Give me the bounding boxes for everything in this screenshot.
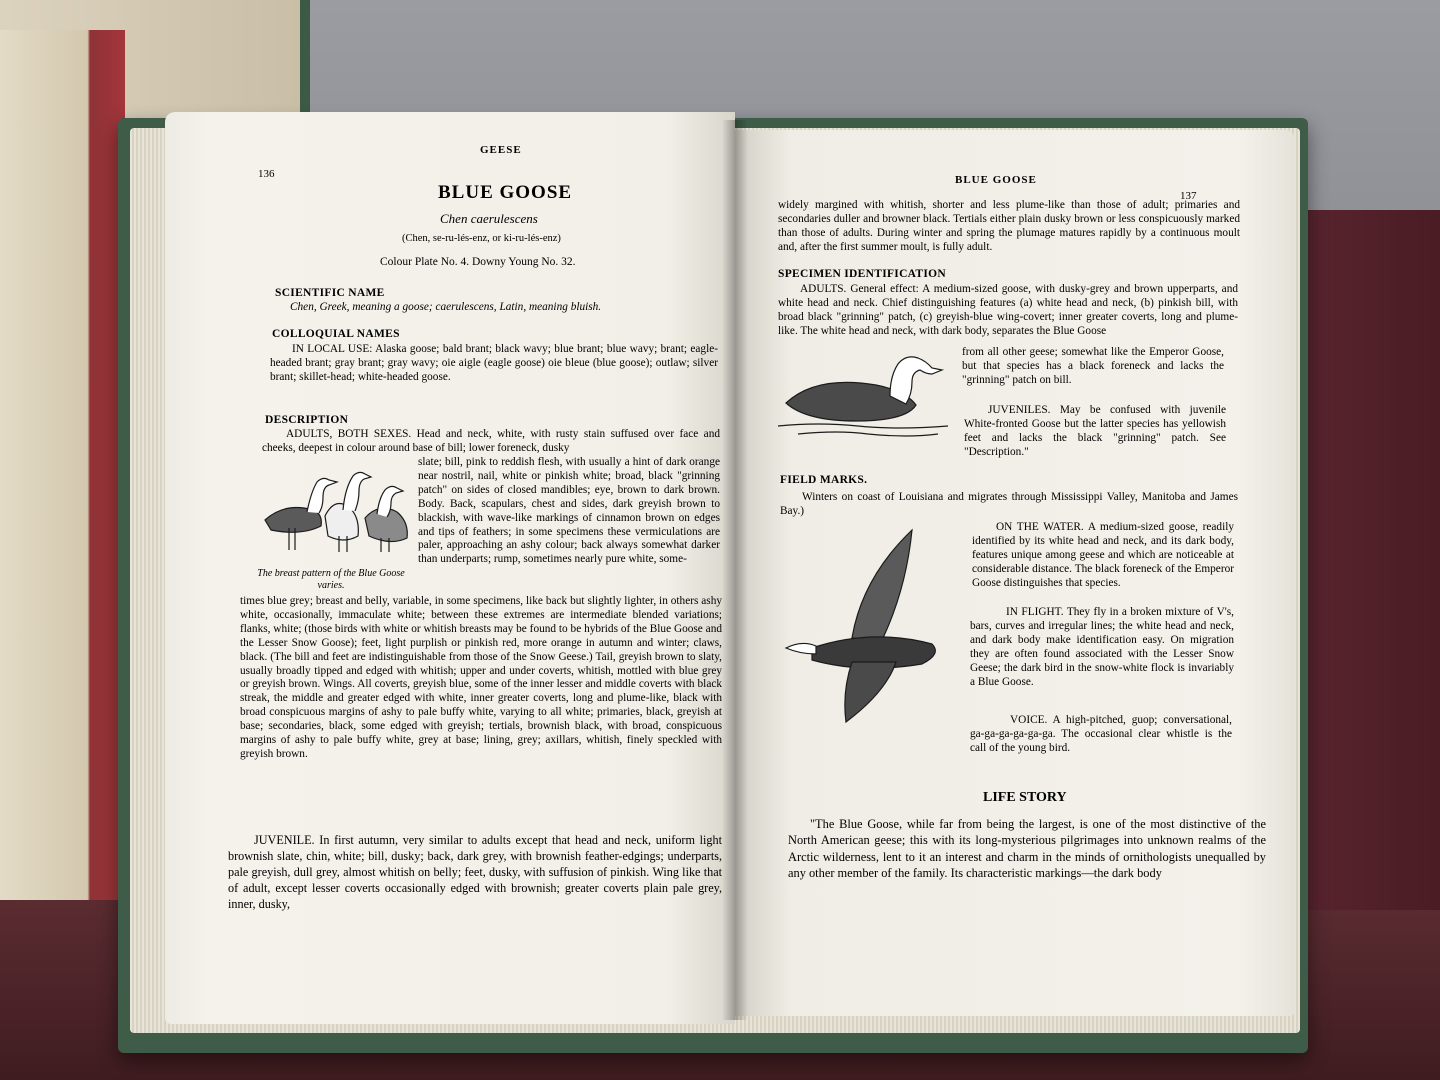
left-page-number: 136 — [258, 168, 275, 180]
colloquial-text: IN LOCAL USE: Alaska goose; bald brant; black wavy; blue brant; blue wavy; brant; eagle-headed brant; gray brant; gray wavy; oie aigle (eagle goose) oie bleue (blue goose); outlaw; silver brant; skillet-head; white-headed goose. — [270, 343, 718, 383]
background-book-right — [1290, 210, 1440, 910]
description-body: times blue grey; breast and belly, variable, in some specimens, like back but slightly lighter, in others ashy white, occasionally, immaculate white; between these extremes are intermediate blended variations; flanks, white; (those birds with white or whitish breasts may be found to be hybrids of the Blue Goose and the Lesser Snow Goose); feet, light purplish or pinkish red, more orange in autumn and winter; claws, black. (The bill and feet are indistinguishable from those of the Snow Geese.) Tail, greyish brown to slaty, usually broadly tipped and edged with whitish; upper and under coverts, whitish, mottled with blue grey or greyish brown. Wings. All coverts, greyish blue, some of the inner lesser and middle coverts with black streak, the middle and greater edged with white, inner greater coverts, long and plume-like, black with broad conspicuous margins of ashy to pale buffy white, varying to all white; primaries, black, greyish at base; secondaries, black, some edged with greyish; tertials, brownish black, with broad, conspicuous margins of ashy to pale buffy white, grey at base; lining, grey; axillars, whitish, finely speckled with greyish brown. — [240, 595, 722, 760]
specimen-text: ADULTS. General effect: A medium-sized goose, with dusky-grey and brown upperparts, and white head and neck. Chief distinguishing features (a) white head and neck, (b) pinkish bill, with broad black "grinning" patch, (c) greyish-blue wing-covert; inner greater coverts, long and plume-like. The white head and neck, with dark body, separates the Blue Goose — [778, 283, 1238, 337]
top-continuation-text: widely margined with whitish, shorter and less plume-like than those of adult; primaries and secondaries duller and browner black. Tertials either plain dusky brown or less conspicuously marked than those of adults. During winter and spring the plumage matures rapidly by a continuous moult and, after the first summer moult, is fully adult. — [778, 199, 1240, 253]
book-gutter — [722, 120, 748, 1020]
life-story-heading: LIFE STORY — [983, 790, 1067, 805]
pronunciation: (Chen, se-ru-lés-enz, or ki-ru-lés-enz) — [402, 233, 561, 244]
scientific-name-text: Chen, Greek, meaning a goose; caerulescens, Latin, meaning bluish. — [290, 301, 602, 313]
on-the-water-text: ON THE WATER. A medium-sized goose, readily identified by its white head and neck, and its dark body, features unique among geese and which are noticeable at considerable distance. The black foreneck of the Emperor Goose distinguishes that species. — [972, 521, 1234, 589]
scientific-latin: Chen caerulescens — [440, 211, 538, 226]
page-title: BLUE GOOSE — [438, 182, 573, 203]
field-marks-heading: FIELD MARKS. — [780, 474, 868, 486]
plate-reference: Colour Plate No. 4. Downy Young No. 32. — [380, 256, 576, 268]
life-story-text: "The Blue Goose, while far from being the largest, is one of the most distinctive of the North American geese; this with its long-mysterious pilgrimages into unknown realms of the Arctic wilderness, lent to it an interest and charm in the minds of ornithologists unequalled by any other member of the family. Its characteristic markings—the dark body — [788, 817, 1266, 881]
colloquial-heading: COLLOQUIAL NAMES — [272, 328, 400, 340]
specimen-wrap: from all other geese; somewhat like the Emperor Goose, but that species has a black foreneck and lacks the "grinning" patch on bill. — [962, 346, 1224, 386]
specimen-heading: SPECIMEN IDENTIFICATION — [778, 268, 947, 280]
background-book-left — [0, 30, 125, 1030]
flying-goose-illustration-icon — [782, 528, 962, 728]
three-geese-illustration-icon — [255, 458, 415, 556]
description-wrap: slate; bill, pink to reddish flesh, with usually a hint of dark orange near nostril, nail, white or pinkish white; broad, black "grinning patch" on sides of closed mandibles; eye, brown to dark brown. Body. Back, scapulars, chest and sides, dark greyish brown to blackish, with wave-like markings of cinnamon brown on edges and tips of feathers; in some specimens these vermiculations are paler, approaching an ashy colour; back always somewhat darker than underparts; rump, sometimes nearly pure white, some- — [418, 456, 720, 566]
description-intro: ADULTS, BOTH SEXES. Head and neck, white, with rusty stain suffused over face and cheeks, deepest in colour around base of bill; lower foreneck, dusky — [262, 428, 720, 454]
illustration-caption: The breast pattern of the Blue Goose varies. — [257, 568, 405, 591]
field-marks-text: Winters on coast of Louisiana and migrates through Mississippi Valley, Manitoba and James Bay.) — [780, 491, 1238, 517]
right-running-head: BLUE GOOSE — [955, 174, 1037, 186]
in-flight-text: IN FLIGHT. They fly in a broken mixture of V's, bars, curves and irregular lines; the white head and neck, and dark body make identification easy. On migration they are often found associated with the Lesser Snow Geese; the dark bird in the snow-white flock is invariably a Blue Goose. — [970, 606, 1234, 688]
voice-text: VOICE. A high-pitched, guop; conversational, ga-ga-ga-ga-ga-ga. The occasional clear whistle is the call of the young bird. — [970, 714, 1232, 754]
left-running-head: GEESE — [480, 144, 522, 156]
swimming-goose-illustration-icon — [778, 348, 958, 443]
juvenile-text: JUVENILE. In first autumn, very similar to adults except that head and neck, uniform light brownish slate, chin, white; bill, dusky; back, dark grey, with brownish feather-edgings; underparts, pale greyish, dull grey, almost whitish on belly; feet, dusky, with suffusion of pinkish. Wing like that of adult, except lesser coverts occasionally edged with brownish; greater coverts plain pale grey, inner, dusky, — [228, 833, 722, 911]
scientific-name-heading: SCIENTIFIC NAME — [275, 287, 385, 299]
description-heading: DESCRIPTION — [265, 414, 349, 426]
juveniles-text: JUVENILES. May be confused with juvenile White-fronted Goose but the latter species has yellowish feet and lacks the black "grinning" patch. See "Description." — [964, 404, 1226, 458]
right-page-number: 137 — [1180, 190, 1197, 202]
